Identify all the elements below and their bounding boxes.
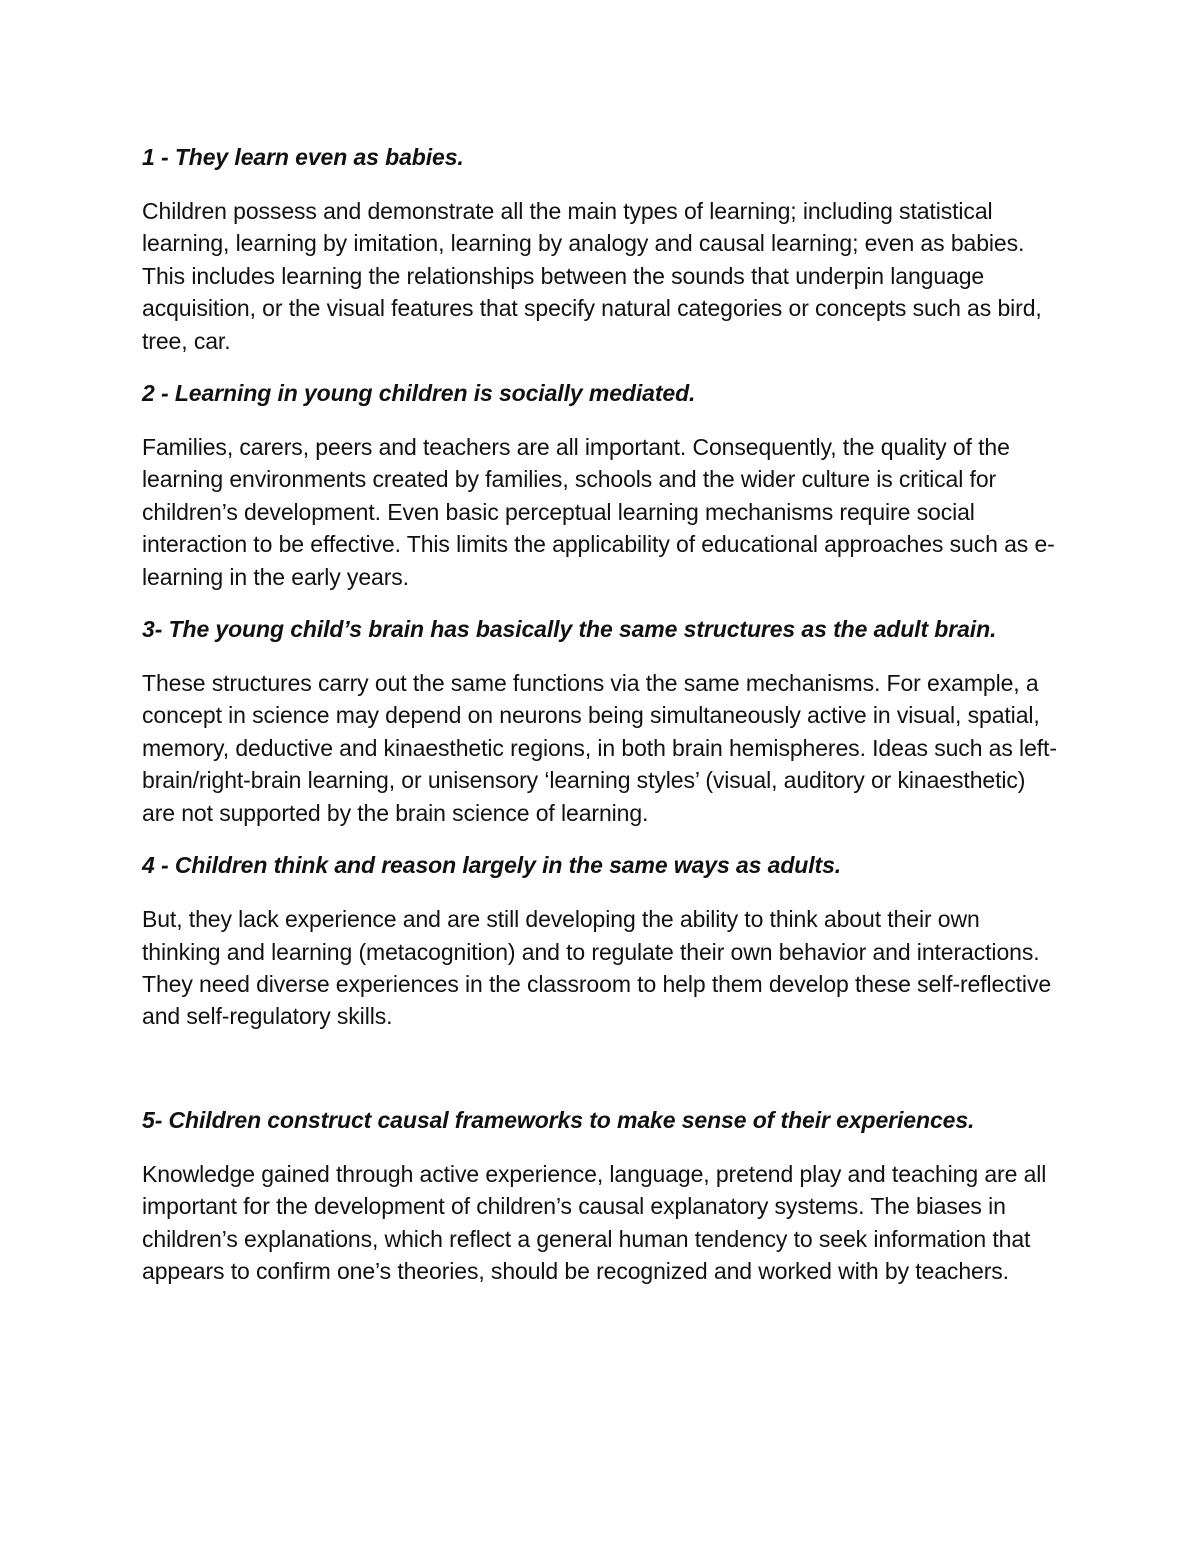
- section-3: [142, 613, 1062, 829]
- section-paragraph: Knowledge gained through active experience, language, pretend play and teaching are all important for the development of children’s causal explanatory systems. The biases in children’s explanations, which reflect a general human tendency to seek information that appears to confirm one’s theories, should be recognized and worked with by teachers.: [142, 1160, 1047, 1284]
- section-4: [142, 849, 1062, 1033]
- section-1: [142, 141, 1062, 357]
- section-paragraph: Families, carers, peers and teachers are all important. Consequently, the quality of the learning environments created by families, schools and the wider culture is critical for children’s development. Even basic perceptual learning mechanisms require social interaction to be effective. This limits the applicability of educational approaches such as e-learning in the early years.: [142, 434, 1055, 590]
- section-heading: 1 - They learn even as babies.: [142, 144, 464, 170]
- section-heading: 3- The young child’s brain has basically the same structures as the adult brain.: [142, 616, 997, 643]
- section-heading: 5- Children construct causal frameworks to make sense of their experiences.: [142, 1106, 975, 1133]
- section-2: [142, 377, 1062, 593]
- section-heading: 2 - Learning in young children is socially mediated.: [142, 380, 696, 407]
- document-body: [142, 141, 1062, 1307]
- section-paragraph: These structures carry out the same functions via the same mechanisms. For example, a concept in science may depend on neurons being simultaneously active in visual, spatial, memory, deductive and kinaesthetic regions, in both brain hemispheres. Ideas such as left-brain/right-brain learning, or unisensory ‘learning styles’ (visual, auditory or kinaesthetic) are not supported by the brain science of learning.: [142, 670, 1057, 826]
- section-5: [142, 1104, 1062, 1288]
- blank-line-spacer: [142, 1053, 1062, 1104]
- section-paragraph: But, they lack experience and are still developing the ability to think about their own thinking and learning (metacognition) and to regulate their own behavior and interactions. They need diverse experiences in the classroom to help them develop these self-reflective and self-regulatory skills.: [142, 906, 1052, 1030]
- section-paragraph: Children possess and demonstrate all the main types of learning; including statistical learning, learning by imitation, learning by analogy and causal learning; even as babies. This includes learning the relationships between the sounds that underpin language acquisition, or the visual features that specify natural categories or concepts such as bird, tree, car.: [142, 198, 1042, 354]
- section-heading: 4 - Children think and reason largely in the same ways as adults.: [142, 852, 842, 879]
